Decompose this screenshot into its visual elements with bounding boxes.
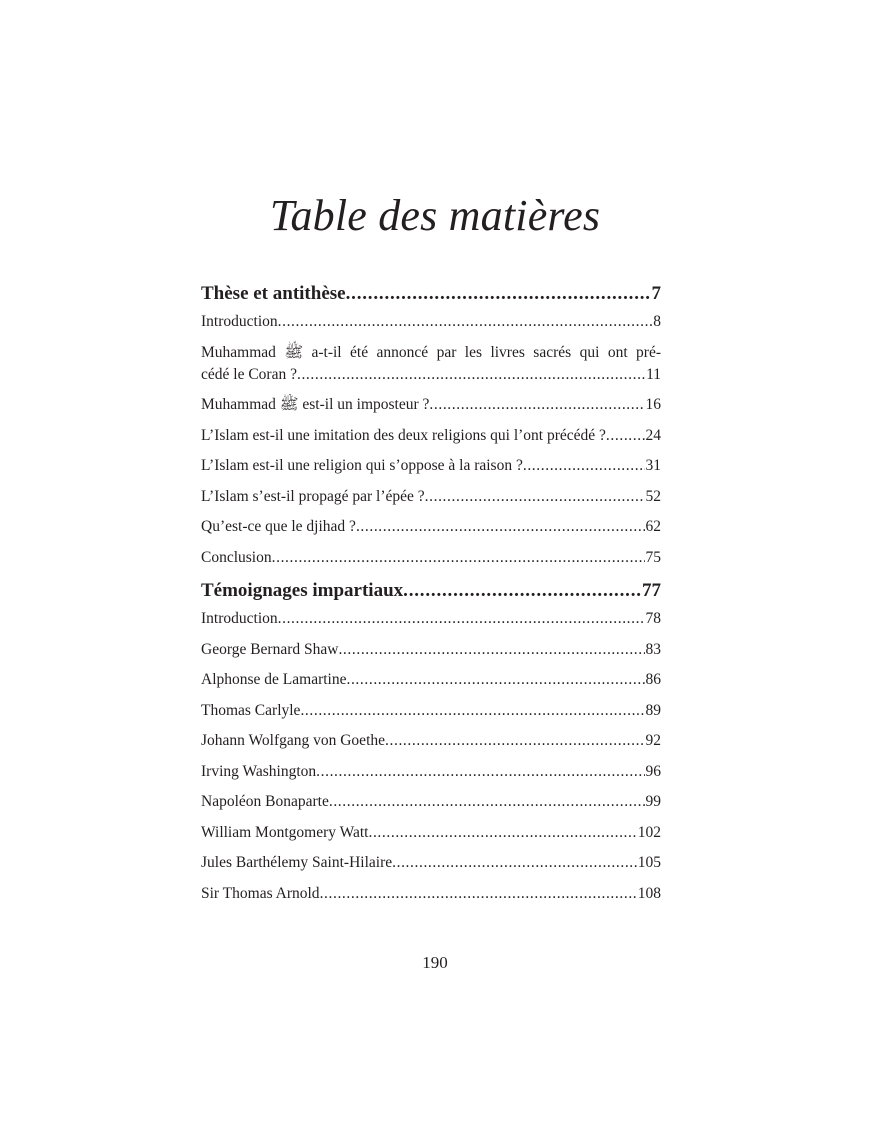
dot-leader bbox=[403, 577, 641, 605]
table-of-contents bbox=[201, 280, 661, 913]
toc-entry[interactable] bbox=[201, 852, 661, 874]
toc-entry-label: Muhammad ﷺ est-il un imposteur ? bbox=[201, 396, 430, 413]
toc-entry[interactable] bbox=[201, 730, 661, 752]
toc-entry[interactable] bbox=[201, 311, 661, 333]
toc-entry[interactable] bbox=[201, 791, 661, 813]
toc-entry-page: 108 bbox=[637, 884, 661, 902]
toc-entry-label: Thomas Carlyle bbox=[201, 701, 301, 719]
toc-entry-page: 52 bbox=[645, 487, 661, 505]
toc-entry-page: 31 bbox=[645, 457, 661, 474]
toc-entry-page: 105 bbox=[637, 854, 661, 871]
toc-entry[interactable] bbox=[201, 761, 661, 783]
dot-leader bbox=[606, 425, 645, 447]
dot-leader bbox=[320, 883, 637, 905]
toc-entry-label: Introduction bbox=[201, 610, 278, 627]
dot-leader bbox=[346, 669, 644, 691]
toc-entry-page: 102 bbox=[637, 823, 661, 841]
dot-leader bbox=[356, 516, 645, 538]
toc-entry[interactable] bbox=[201, 342, 661, 386]
toc-entry-label: Jules Barthélemy Saint-Hilaire bbox=[201, 854, 393, 871]
toc-entry[interactable] bbox=[201, 639, 661, 661]
dot-leader bbox=[429, 394, 644, 416]
toc-entry-page: 16 bbox=[645, 396, 661, 413]
dot-leader bbox=[338, 639, 644, 661]
toc-part-label: Thèse et antithèse bbox=[201, 283, 346, 304]
toc-entry[interactable] bbox=[201, 669, 661, 691]
toc-entry-page: 75 bbox=[645, 548, 661, 566]
toc-part-page: 7 bbox=[651, 283, 661, 304]
toc-entry-page: 99 bbox=[645, 793, 661, 810]
toc-part-page: 77 bbox=[642, 580, 661, 601]
toc-entry-label: Qu’est-ce que le djihad ? bbox=[201, 518, 356, 535]
toc-entry[interactable] bbox=[201, 455, 661, 477]
toc-entry[interactable] bbox=[201, 394, 661, 416]
toc-entry[interactable] bbox=[201, 425, 661, 447]
toc-entry-page: 92 bbox=[645, 732, 661, 749]
toc-entry[interactable] bbox=[201, 516, 661, 538]
toc-part-temoignages[interactable] bbox=[201, 577, 661, 605]
toc-part-these-antithese[interactable] bbox=[201, 280, 661, 308]
dot-leader bbox=[316, 761, 644, 783]
toc-entry-label: Johann Wolfgang von Goethe bbox=[201, 732, 386, 749]
toc-entry-page: 86 bbox=[645, 671, 661, 688]
dot-leader bbox=[272, 547, 645, 569]
toc-entry-page: 89 bbox=[645, 701, 661, 719]
toc-entry-page: 11 bbox=[646, 365, 661, 383]
toc-entry-page: 62 bbox=[645, 518, 661, 535]
dot-leader bbox=[368, 822, 636, 844]
toc-entry[interactable] bbox=[201, 486, 661, 508]
toc-entry-label: Introduction bbox=[201, 313, 278, 330]
page-number: 190 bbox=[422, 953, 448, 972]
dot-leader bbox=[278, 608, 645, 630]
toc-entry[interactable] bbox=[201, 608, 661, 630]
toc-entry-label: William Montgomery Watt bbox=[201, 823, 369, 841]
dot-leader bbox=[425, 486, 645, 508]
toc-entry-page: 8 bbox=[653, 313, 661, 330]
toc-entry-page: 83 bbox=[645, 640, 661, 658]
toc-entry-page: 24 bbox=[645, 426, 661, 444]
toc-entry[interactable] bbox=[201, 822, 661, 844]
toc-entry-label: George Bernard Shaw bbox=[201, 640, 339, 658]
dot-leader bbox=[385, 730, 644, 752]
toc-entry-label: Alphonse de Lamartine bbox=[201, 671, 347, 688]
toc-entry-label: L’Islam s’est-il propagé par l’épée ? bbox=[201, 487, 425, 505]
toc-entry[interactable] bbox=[201, 547, 661, 569]
dot-leader bbox=[329, 791, 645, 813]
toc-entry-label: Napoléon Bonaparte bbox=[201, 793, 329, 810]
toc-entry-label-line1: Muhammad ﷺ a-t-il été annoncé par les livres sacrés qui ont pré- bbox=[201, 343, 661, 361]
dot-leader bbox=[523, 455, 645, 477]
toc-entry-label: Conclusion bbox=[201, 548, 272, 566]
toc-entry-label: L’Islam est-il une imitation des deux religions qui l’ont précédé ? bbox=[201, 426, 606, 444]
toc-entry-label-line2: cédé le Coran ? bbox=[201, 365, 297, 383]
toc-entry-page: 96 bbox=[645, 762, 661, 780]
dot-leader bbox=[278, 311, 653, 333]
toc-entry-label: Irving Washington bbox=[201, 762, 317, 780]
dot-leader bbox=[392, 852, 637, 874]
toc-entry-label: L’Islam est-il une religion qui s’oppose à la raison ? bbox=[201, 457, 523, 474]
dot-leader bbox=[346, 280, 651, 308]
toc-entry[interactable] bbox=[201, 700, 661, 722]
toc-entry[interactable] bbox=[201, 883, 661, 905]
toc-entry-page: 78 bbox=[645, 610, 661, 627]
toc-entry-label: Sir Thomas Arnold bbox=[201, 884, 320, 902]
toc-part-label: Témoignages impartiaux bbox=[201, 580, 404, 601]
dot-leader bbox=[297, 364, 645, 386]
dot-leader bbox=[300, 700, 644, 722]
page-title: Table des matières bbox=[269, 191, 601, 240]
